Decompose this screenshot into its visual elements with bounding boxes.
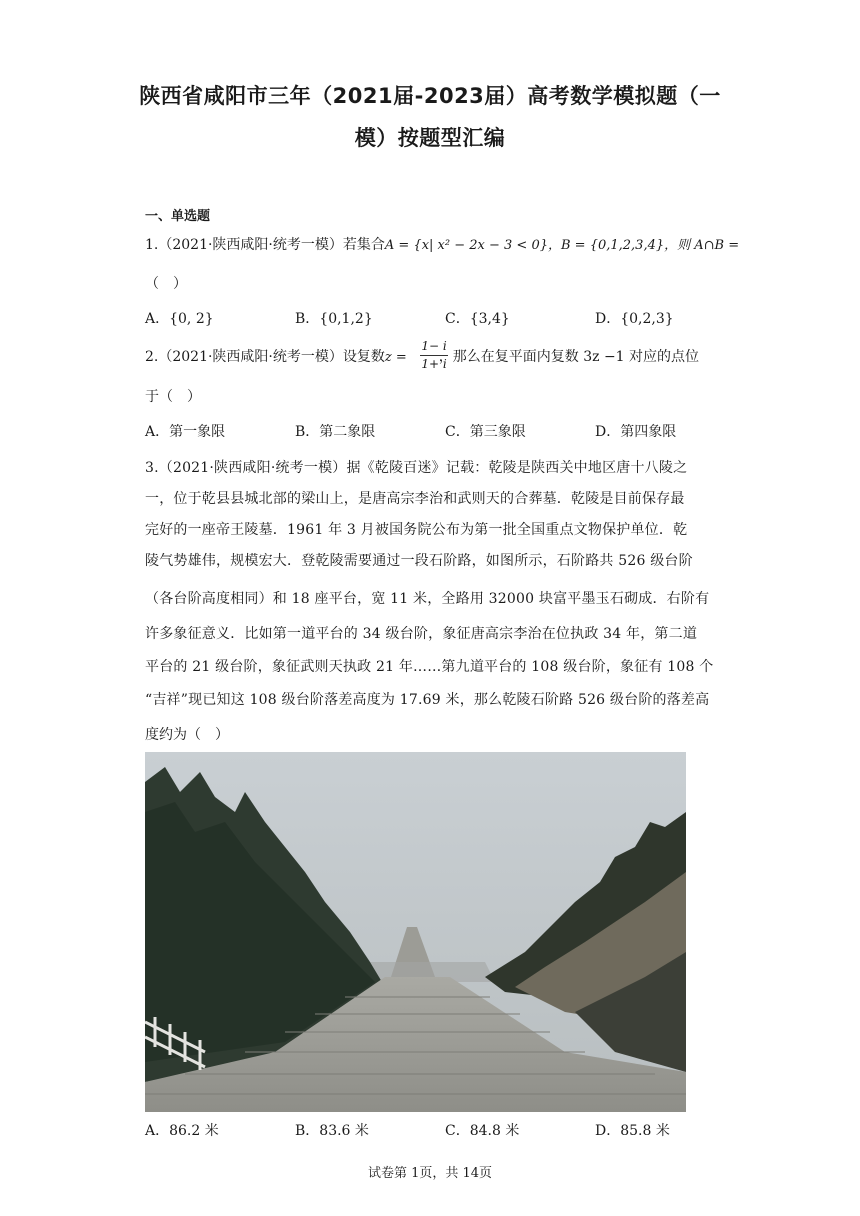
q3-line-3: 完好的一座帝王陵墓．1961 年 3 月被国务院公布为第一批全国重点文物保护单位．乾 bbox=[145, 522, 688, 538]
q1-suffix: ，则 A∩B = bbox=[664, 238, 740, 253]
q2-prefix: 2.（2021·陕西咸阳·统考一模）设复数 bbox=[145, 349, 385, 365]
q2-z: z = bbox=[384, 350, 407, 365]
document-title-line-1: 陕西省咸阳市三年（2021届-2023届）高考数学模拟题（一 bbox=[139, 84, 721, 108]
q3-line-4: 陵气势雄伟，规模宏大．登乾陵需要通过一段石阶路，如图所示，石阶路共 526 级台阶 bbox=[145, 553, 693, 569]
q1-option-d: D．{0,2,3} bbox=[595, 311, 674, 327]
section-heading: 一、单选题 bbox=[145, 209, 211, 224]
stone-stairway-photo bbox=[145, 752, 686, 1112]
q3-option-c: C．84.8 米 bbox=[445, 1123, 520, 1139]
q3-line-6: 许多象征意义．比如第一道平台的 34 级台阶，象征唐高宗李治在位执政 34 年，第二道 bbox=[145, 626, 698, 642]
q3-line-1: 3.（2021·陕西咸阳·统考一模）据《乾陵百迷》记载：乾陵是陕西关中地区唐十八陵之 bbox=[145, 460, 688, 476]
q1-option-b: B．{0,1,2} bbox=[295, 311, 373, 327]
document-title-line-2: 模）按题型汇编 bbox=[354, 126, 506, 150]
q2-option-d: D．第四象限 bbox=[595, 424, 677, 440]
q3-option-a: A．86.2 米 bbox=[145, 1123, 219, 1139]
q3-line-2: 一，位于乾县县城北部的梁山上，是唐高宗李治和武则天的合葬墓．乾陵是目前保存最 bbox=[145, 491, 685, 507]
q2-option-a: A．第一象限 bbox=[145, 424, 226, 440]
q3-option-d: D．85.8 米 bbox=[595, 1123, 670, 1139]
q3-option-b: B．83.6 米 bbox=[295, 1123, 369, 1139]
q2-fraction bbox=[420, 338, 448, 373]
q2-fraction-denominator: 1+ i bbox=[421, 357, 447, 371]
q1-set-b: ，B = {0,1,2,3,4} bbox=[547, 238, 665, 253]
q2-option-b: B．第二象限 bbox=[295, 424, 376, 440]
q2-paren: 于（ ） bbox=[145, 389, 201, 405]
q1-option-a: A．{0, 2} bbox=[145, 311, 214, 327]
q1-paren: （ ） bbox=[145, 276, 187, 292]
q1-set-a: A = {x| x² − 2x − 3 < 0} bbox=[384, 238, 548, 253]
q2-fraction-numerator: 1− i bbox=[420, 338, 448, 356]
q3-line-9: 度约为（ ） bbox=[145, 727, 229, 743]
page-footer: 试卷第 1页，共 14页 bbox=[367, 1166, 493, 1181]
q3-line-5: （各台阶高度相同）和 18 座平台，宽 11 米，全路用 32000 块富平墨玉石砌成．右阶有 bbox=[145, 591, 710, 607]
q1-option-c: C．{3,4} bbox=[445, 311, 510, 327]
q1-prefix: 1.（2021·陕西咸阳·统考一模）若集合 bbox=[145, 237, 385, 253]
q1-stem bbox=[145, 236, 740, 255]
q3-line-7: 平台的 21 级台阶，象征武则天执政 21 年……第九道平台的 108 级台阶，象征有 108 个 bbox=[145, 659, 714, 675]
q3-line-8: “吉祥”现已知这 108 级台阶落差高度为 17.69 米，那么乾陵石阶路 526 级台阶的落差高 bbox=[145, 692, 710, 708]
q2-suffix: ，那么在复平面内复数 3z −1 对应的点位 bbox=[438, 349, 700, 365]
q2-option-c: C．第三象限 bbox=[445, 424, 526, 440]
